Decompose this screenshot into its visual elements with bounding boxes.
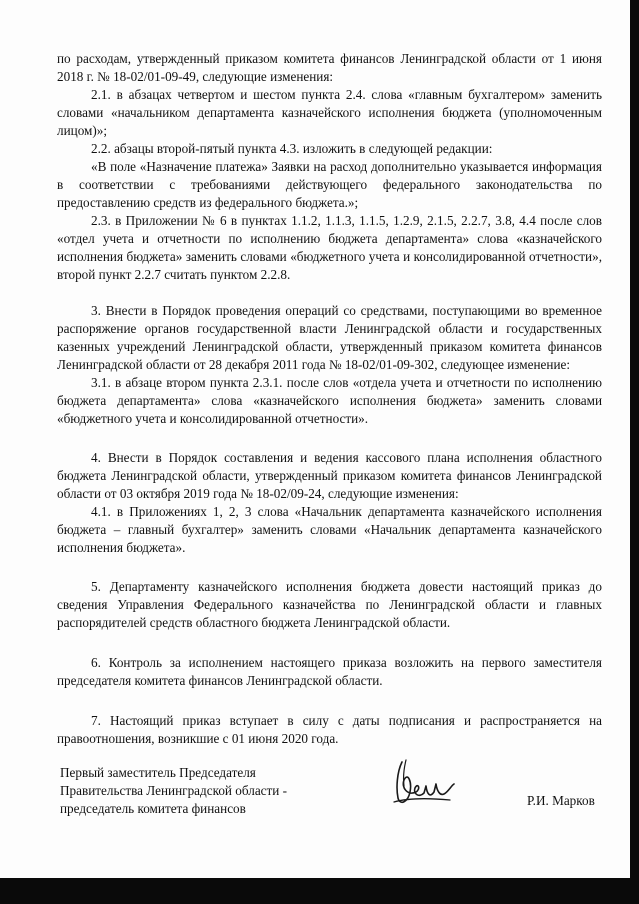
- paragraph-2-3: 2.3. в Приложении № 6 в пунктах 1.1.2, 1.1.3, 1.1.5, 1.2.9, 2.1.5, 2.2.7, 3.8, 4.4 после слов «отдел учета и отчетности по исполнению бюджета департамента» слова «казначейского исполнения бюджета» заменить словами «бюджетного учета и консолидированной отчетности», второй пункт 2.2.7 считать пунктом 2.2.8.: [57, 213, 602, 282]
- scan-border-right: [630, 0, 639, 904]
- signatory-title: [60, 764, 350, 818]
- signatory-title-line: Правительства Ленинградской области -: [60, 783, 288, 798]
- paragraph-7: 7. Настоящий приказ вступает в силу с даты подписания и распространяется на правоотношения, возникшие с 01 июня 2020 года.: [57, 713, 602, 746]
- paragraph-2-1: 2.1. в абзацах четвертом и шестом пункта 2.4. слова «главным бухгалтером» заменить словами «начальником департамента казначейского исполнения бюджета (уполномоченным лицом)»;: [57, 87, 602, 138]
- paragraph-5: 5. Департаменту казначейского исполнения бюджета довести настоящий приказ до сведения Управления Федерального казначейства по Ленинградской области и главных распорядителей средств областного бюджета Ленинградской области.: [57, 579, 602, 630]
- document-body: [57, 50, 602, 748]
- paragraph-quote: «В поле «Назначение платежа» Заявки на расход дополнительно указывается информация в соответствии с требованиями действующего федерального законодательства по предоставлению средств из федерального бюджета.»;: [57, 159, 602, 210]
- paragraph-4: 4. Внести в Порядок составления и ведения кассового плана исполнения областного бюджета Ленинградской области, утвержденный приказом комитета финансов Ленинградской области от 03 октября 2019 года № 18-02/09-24, следующие изменения:: [57, 450, 602, 501]
- signatory-title-line: председатель комитета финансов: [60, 801, 246, 816]
- paragraph-6: 6. Контроль за исполнением настоящего приказа возложить на первого заместителя председателя комитета финансов Ленинградской области.: [57, 655, 602, 688]
- scan-border-bottom: [0, 878, 639, 904]
- paragraph-intro: по расходам, утвержденный приказом комитета финансов Ленинградской области от 1 июня 2018 г. № 18-02/01-09-49, следующие изменения:: [57, 51, 602, 84]
- signatory-title-line: Первый заместитель Председателя: [60, 765, 256, 780]
- handwritten-signature: [388, 758, 460, 816]
- paragraph-3: 3. Внести в Порядок проведения операций со средствами, поступающими во временное распоряжение органов государственной власти Ленинградской области и государственных казенных учреждений Ленинградской области, утвержденный приказом комитета финансов Ленинградской области от 28 декабря 2011 года № 18-02/01-09-302, следующее изменение:: [57, 303, 602, 372]
- paragraph-4-1: 4.1. в Приложениях 1, 2, 3 слова «Начальник департамента казначейского исполнения бюджета – главный бухгалтер» заменить словами «Начальник департамента казначейского исполнения бюджета».: [57, 504, 602, 555]
- signatory-name: Р.И. Марков: [527, 793, 595, 808]
- paragraph-3-1: 3.1. в абзаце втором пункта 2.3.1. после слов «отдела учета и отчетности по исполнению бюджета департамента» слова «казначейского исполнения бюджета» заменить словами «бюджетного учета и консолидированной отчетности».: [57, 375, 602, 426]
- paragraph-2-2: 2.2. абзацы второй-пятый пункта 4.3. изложить в следующей редакции:: [91, 141, 493, 156]
